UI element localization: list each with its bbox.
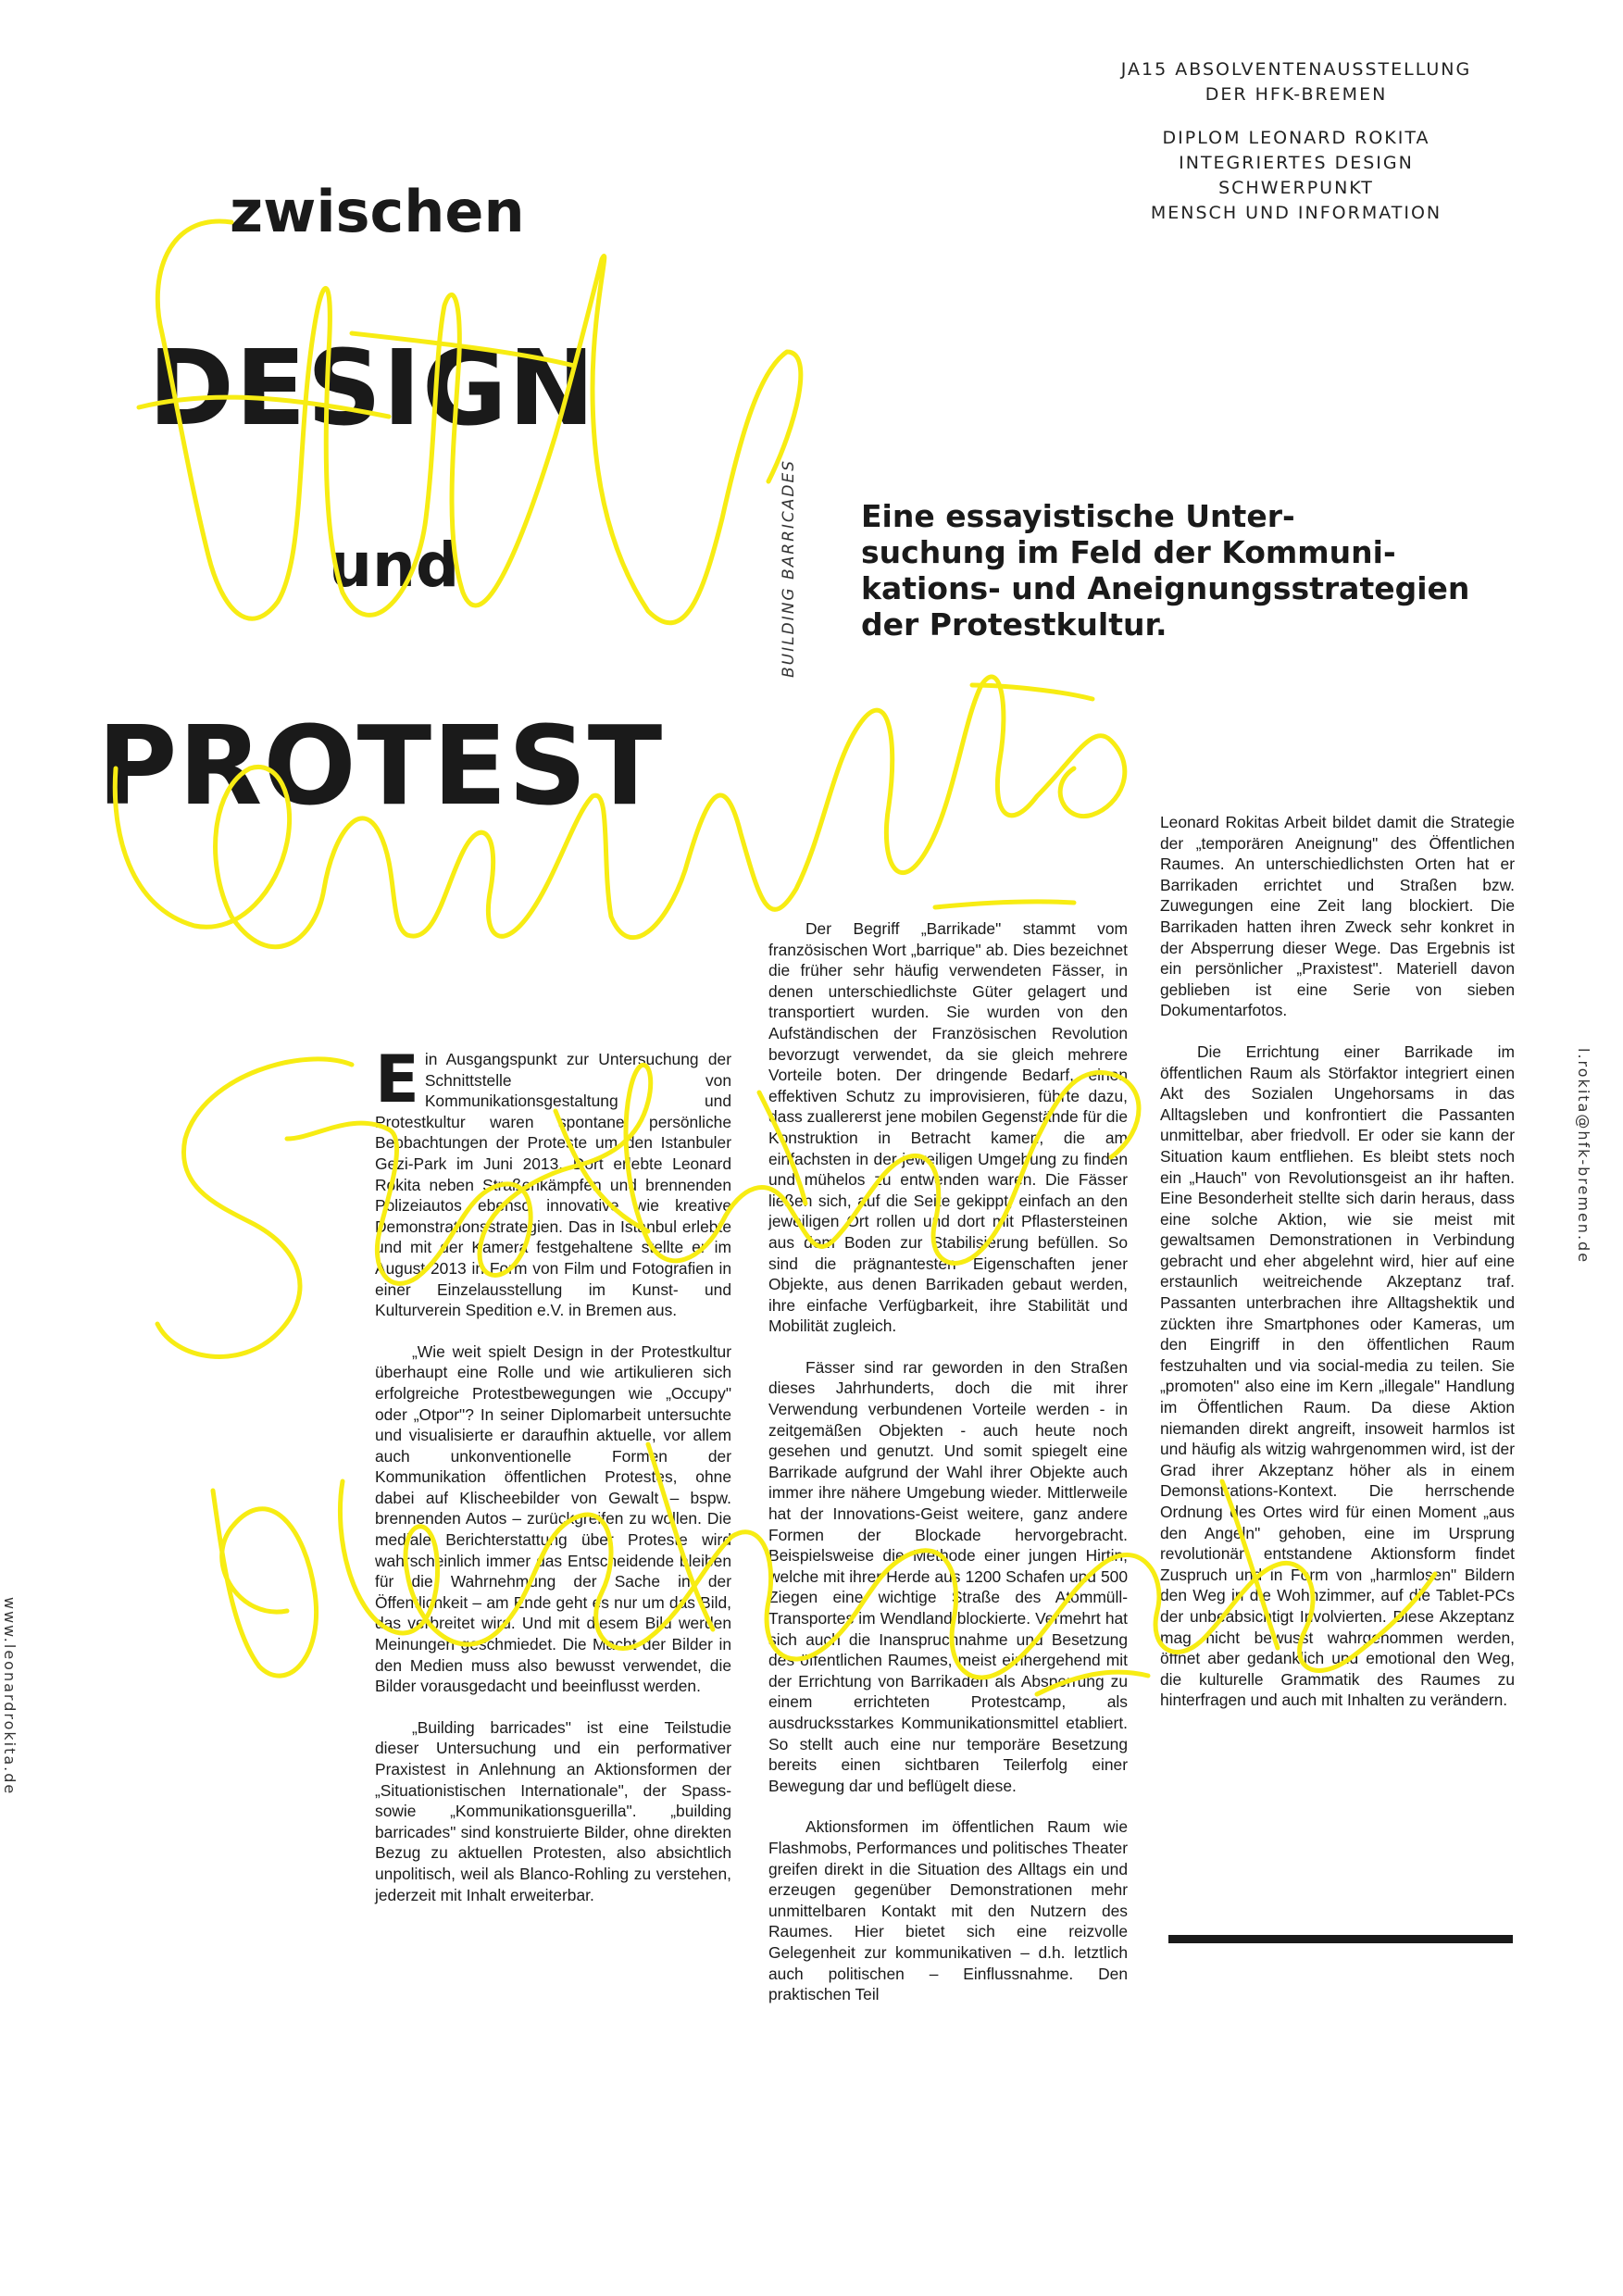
title-word-design: DESIGN bbox=[148, 329, 596, 449]
meta-line-exhibition: JA15 ABSOLVENTENAUSSTELLUNG bbox=[1120, 59, 1472, 80]
column3-paragraph-2: Die Errichtung einer Barrikade im öffentlichen Raum als Störfaktor integriert einen Akt des Sozialen Ungehorsams in das Alltagsleben und konfrontiert die Passanten unmittelbar, aber friedvoll. Er oder sie kann der Situation kaum entfliehen. Es bleibt stets noch ein „Hauch" von Revolutionsgeist an ihr haften. Eine Besonderheit stellte sich darin heraus, dass eine solche Aktion, wie sie meist mit gewaltsamen Demonstrationen in Verbindung gebracht und eher abgelehnt wird, hier auf eine erstaunlich weitreichende Akzeptanz traf. Passanten unterbrachen ihre Alltagshektik und zückten ihre Smartphones oder Kameras, um den Eingriff in den öffentlichen Raum festzuhalten und via social-media zu teilen. Sie „promoten" also eine im Kern „illegale" Handlung im Öffentlichen Raum. Da diese Aktion niemanden direkt angreift, insoweit harmlos ist und häufig als witzig wahrgenommen wird, ist der Grad ihrer Akzeptanz höher als in einem Demonstrations-Kontext. Die herrschende Ordnung des Ortes wird für einen Moment „aus den Angeln" gehoben, eine im Ursprung revolutionär entstandene Aktionsform findet Zuspruch und in Form von „harmlosen" Bildern den Weg in die Wohnzimmer, auf die Tablet-PCs der unbeabsichtigt Involvierten. Diese Akzeptanz mag nicht bewusst wahrgenommen werden, öffnet aber gedanklich und emotional den Weg, die kulturelle Grammatik des Raumes zu hinterfragen und auch mit Inhalten zu verändern. bbox=[1160, 1042, 1515, 1710]
column2-paragraph-1: Der Begriff „Barrikade" stammt vom französischen Wort „barrique" ab. Dies bezeichnet die früher sehr häufig verwendeten Fässer, in denen unterschiedlichste Güter gelagert und transportiert wurden. Sie wurden von den Aufständischen der Französischen Revolution bevorzugt verwendet, da sie gleich mehrere Vorteile boten. Der dringende Bedarf, einen effektiven Schutz zu improvisieren, führte dazu, dass zuallererst jene mobilen Gegenstände für die Konstruktion in Betracht kamen, die am einfachsten in der jeweiligen Umgebung zu finden und mühelos zu entwenden waren. Die Fässer ließen sich, auf die Seite gekippt, einfach an den jeweiligen Ort rollen und dort mit Pflastersteinen aus dem Boden zur Stabilisierung befüllen. So sind die prägnantesten Eigenschaften jener Objekte, aus denen Barrikaden gebaut werden, ihre einfache Verfügbarkeit, ihre Stabilität und Mobilität zugleich. bbox=[768, 919, 1128, 1336]
meta-line-school: DER HFK-BREMEN bbox=[1205, 84, 1388, 105]
meta-line-focus-label: SCHWERPUNKT bbox=[1218, 178, 1374, 198]
exhibition-info bbox=[1083, 57, 1509, 226]
meta-line-program: INTEGRIERTES DESIGN bbox=[1179, 153, 1414, 173]
column1-paragraph-1: in Ausgangspunkt zur Untersuchung der Schnittstelle von Kommunikationsgestaltung und Protestkultur waren spontane persönliche Beobachtungen der Proteste um den Istanbuler Gezi-Park im Juni 2013. Dort erlebte Leonard Rokita neben Straßenkämpfen und brennenden Polizeiautos ebenso innovative wie kreative Demonstrationsstrategien. Das in Istanbul erlebte und mit der Kamera festgehaltene stellte er im August 2013 in Form von Film und Fotografien in einer Einzelausstellung im Kunst- und Kulturverein Spedition e.V. in Bremen aus. bbox=[375, 1050, 731, 1320]
body-column-3 bbox=[1160, 812, 1515, 1711]
scribble-stroke bbox=[935, 685, 1092, 907]
meta-line-author: DIPLOM LEONARD ROKITA bbox=[1162, 128, 1430, 148]
column3-paragraph-1: Leonard Rokitas Arbeit bildet damit die Strategie der „temporären Aneignung" des Öffentlichen Raumes. An unterschiedlichsten Orten hat er Barrikaden errichtet und Straßen bzw. Zuwegungen eine Zeit lang blockiert. Die Barrikaden hatten ihren Zweck sehr konkret in der Absperrung dieser Wege. Das Ergebnis ist ein persönlicher „Praxistest". Materiell davon geblieben ist eine Serie von sieben Dokumentarfotos. bbox=[1160, 813, 1515, 1020]
body-column-1 bbox=[375, 1042, 731, 1905]
email-label: l.rokita@hfk-bremen.de bbox=[1575, 1048, 1592, 1265]
vertical-project-label: BUILDING BARRICADES bbox=[780, 458, 798, 678]
column1-paragraph-2: „Wie weit spielt Design in der Protestkultur überhaupt eine Rolle und wie artikulieren sich erfolgreiche Protestbewegungen wie „Occupy" oder „Otpor"? In seiner Diplomarbeit untersuchte und visualisierte er daraufhin aktuelle, vor allem auch unkonventionelle Formen der Kommunikation öffentlichen Protestes, ohne dabei auf Klischeebilder von Gewalt – bspw. brennenden Autos – zurückgreifen zu wollen. Die mediale Berichterstattung über Proteste wird wahrscheinlich immer das Entscheidende bleiben für die Wahrnehmung der Sache in der Öffentlichkeit – am Ende geht es nur um das Bild, das verbreitet wird. Und mit diesem Bild werden Meinungen geschmiedet. Die Macht der Bilder in den Medien muss also bewusst verwendet, die Bilder vorausgedacht und beeinflusst werden. bbox=[375, 1341, 731, 1696]
column1-paragraph-3: „Building barricades" ist eine Teilstudie dieser Untersuchung und ein performativer Praxistest in Anlehnung an Aktionsformen der „Situationistischen Internationale", der Spass- sowie „Kommunikationsguerilla". „building barricades" sind konstruierte Bilder, ohne direkten Bezug zu aktuellen Protesten, also absichtlich unpolitisch, weil als Blanco-Rohling zu verstehen, jederzeit mit Inhalt erweiterbar. bbox=[375, 1717, 731, 1904]
drop-cap: E bbox=[375, 1042, 419, 1117]
subtitle: Eine essayistische Unter- suchung im Feld der Kommuni- kations- und Aneignungsstrategien der Protestkultur. bbox=[861, 498, 1470, 643]
column2-paragraph-3: Aktionsformen im öffentlichen Raum wie Flashmobs, Performances und politisches Theater greifen direkt in die Situation des Alltags ein und erzeugen gegenüber Demonstrationen mehr unmittelbaren Kontakt mit den Nutzern des Raumes. Hier bietet sich eine reizvolle Gelegenheit zur kommunikativen – d.h. letztlich auch politischen – Einflussnahme. Den praktischen Teil bbox=[768, 1817, 1128, 2004]
closing-rule bbox=[1168, 1935, 1513, 1943]
website-label: www.leonardrokita.de bbox=[1, 1597, 19, 1796]
title-word-zwischen: zwischen bbox=[230, 178, 525, 245]
column2-paragraph-2: Fässer sind rar geworden in den Straßen dieses Jahrhunderts, doch die mit ihrer Verwendung verbundenen Vorteile werden - in zeitgemäßen Objekten - auch heute noch gesehen und genutzt. Und somit spiegelt eine Barrikade aufgrund der Wahl ihrer Objekte auch immer ihre nähere Umgebung wieder. Mittlerweile hat der Innovations-Geist weitere, ganz andere Formen der Blockade hervorgebracht. Beispielsweise die Methode einer jungen Hirtin, welche mit ihrer Herde aus 1200 Schafen und 500 Ziegen eine wichtige Straße des Atommüll-Transportes im Wendland blockierte. Vermehrt hat sich auch die Inanspruchnahme und Besetzung des öffentlichen Raumes, meist einhergehend mit der Errichtung von Barrikaden als Absperrung zu einem errichteten Protestcamp, als ausdrucksstarkes Kommunikationsmittel etabliert. So stellt auch eine nur temporäre Besetzung bereits einen sichtbaren Teilerfolg einer Bewegung dar und beflügelt diese. bbox=[768, 1357, 1128, 1795]
title-word-protest: PROTEST bbox=[97, 702, 664, 830]
body-column-2 bbox=[768, 918, 1128, 2005]
title-word-und: und bbox=[329, 530, 460, 601]
meta-line-focus: MENSCH UND INFORMATION bbox=[1150, 203, 1442, 223]
